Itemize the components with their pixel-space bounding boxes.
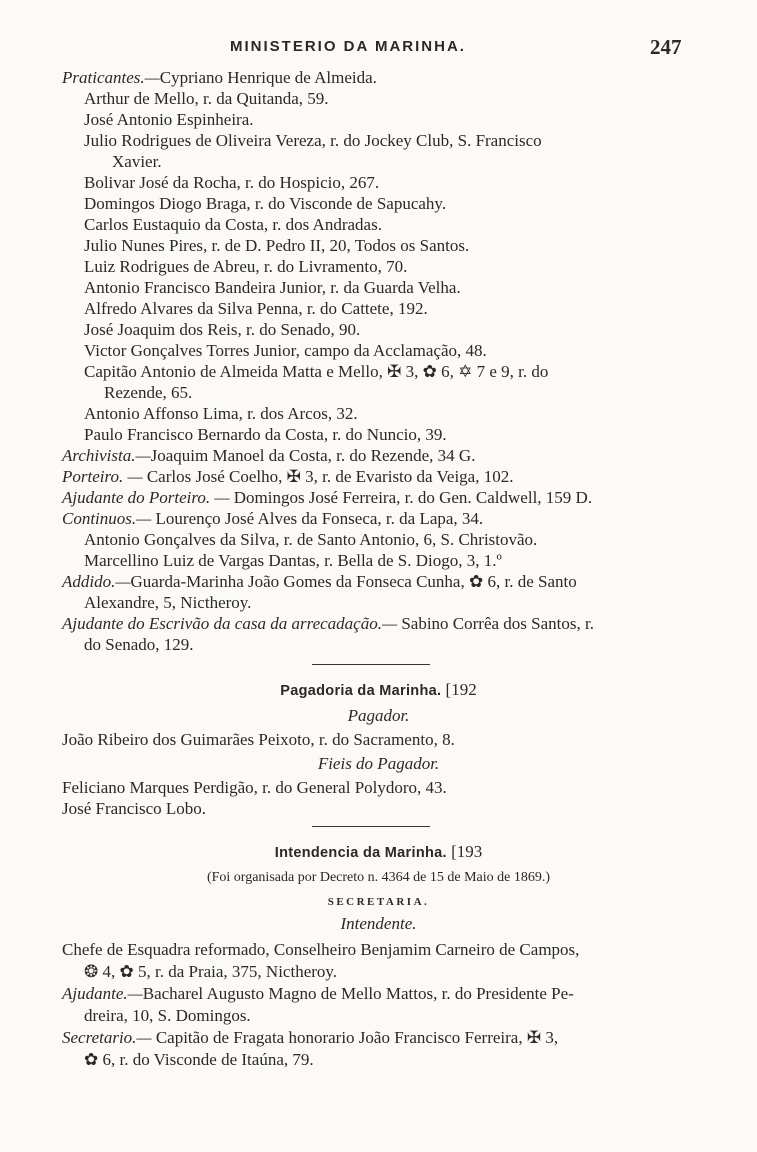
- entry-line: ❂ 4, ✿ 5, r. da Praia, 375, Nictheroy.: [84, 962, 338, 981]
- entry-line: Capitão Antonio de Almeida Matta e Mello, ✠ 3, ✿ 6, ✡ 7 e 9, r. do: [84, 362, 549, 381]
- entry-line: Chefe de Esquadra reformado, Conselheiro Benjamim Carneiro de Campos,: [62, 940, 580, 959]
- entry-line: Victor Gonçalves Torres Junior, campo da Acclamação, 48.: [84, 341, 487, 360]
- entry-line: Julio Rodrigues de Oliveira Vereza, r. do Jockey Club, S. Francisco: [84, 131, 542, 150]
- entry-line: Paulo Francisco Bernardo da Costa, r. do Nuncio, 39.: [84, 425, 447, 444]
- entry-line: Antonio Affonso Lima, r. dos Arcos, 32.: [84, 404, 358, 423]
- entry-line: Antonio Francisco Bandeira Junior, r. da Guarda Velha.: [84, 278, 461, 297]
- section-divider: [312, 826, 430, 827]
- entry-line: Addido.—Guarda-Marinha João Gomes da Fonseca Cunha, ✿ 6, r. de Santo: [62, 572, 577, 591]
- entry-line: Alexandre, 5, Nictheroy.: [84, 593, 252, 612]
- entry-line: Porteiro. — Carlos José Coelho, ✠ 3, r. de Evaristo da Veiga, 102.: [62, 467, 514, 486]
- entry-line: Archivista.—Joaquim Manoel da Costa, r. do Rezende, 34 G.: [62, 446, 476, 465]
- entry-line: José Joaquim dos Reis, r. do Senado, 90.: [84, 320, 361, 339]
- page-number: 247: [650, 35, 682, 59]
- entry-line: dreira, 10, S. Domingos.: [84, 1006, 251, 1025]
- entry-line: Ajudante do Porteiro. — Domingos José Ferreira, r. do Gen. Caldwell, 159 D.: [62, 488, 593, 507]
- entry-line: Carlos Eustaquio da Costa, r. dos Andradas.: [84, 215, 382, 234]
- entry-line: Xavier.: [112, 152, 162, 171]
- entry-line: Arthur de Mello, r. da Quitanda, 59.: [84, 89, 329, 108]
- entry-line: Ajudante do Escrivão da casa da arrecadação.— Sabino Corrêa dos Santos, r.: [62, 614, 594, 633]
- entry-line: Domingos Diogo Braga, r. do Visconde de Sapucahy.: [84, 194, 447, 213]
- entry-line: Alfredo Alvares da Silva Penna, r. do Cattete, 192.: [84, 299, 428, 318]
- entry-line: José Francisco Lobo.: [62, 799, 207, 818]
- decree-note: (Foi organisada por Decreto n. 4364 de 15 de Maio de 1869.): [206, 870, 551, 885]
- entry-line: Luiz Rodrigues de Abreu, r. do Livramento, 70.: [84, 257, 408, 276]
- entry-line: do Senado, 129.: [84, 635, 194, 654]
- entry-line: Continuos.— Lourenço José Alves da Fonseca, r. da Lapa, 34.: [62, 509, 484, 528]
- entry-line: José Antonio Espinheira.: [84, 110, 254, 129]
- section-heading-pagadoria: Pagadoria da Marinha. [192: [280, 680, 477, 699]
- entry-line: Antonio Gonçalves da Silva, r. de Santo Antonio, 6, S. Christovão.: [84, 530, 538, 549]
- entry-line: Julio Nunes Pires, r. de D. Pedro II, 20, Todos os Santos.: [84, 236, 470, 255]
- subheading-fieis: Fieis do Pagador.: [317, 754, 440, 773]
- subheading-pagador: Pagador.: [347, 706, 410, 725]
- subheading-secretaria: SECRETARIA.: [327, 896, 430, 908]
- entry-line: Praticantes.—Cypriano Henrique de Almeida.: [62, 68, 377, 87]
- entry-line: Rezende, 65.: [104, 383, 193, 402]
- entry-line: João Ribeiro dos Guimarães Peixoto, r. do Sacramento, 8.: [62, 730, 455, 749]
- entry-line: ✿ 6, r. do Visconde de Itaúna, 79.: [84, 1050, 314, 1069]
- entry-line: Secretario.— Capitão de Fragata honorario João Francisco Ferreira, ✠ 3,: [62, 1028, 559, 1047]
- page-header: [0, 35, 757, 62]
- entry-line: Ajudante.—Bacharel Augusto Magno de Mello Mattos, r. do Presidente Pe-: [62, 984, 574, 1003]
- entry-line: Feliciano Marques Perdigão, r. do General Polydoro, 43.: [62, 778, 447, 797]
- running-title: MINISTERIO DA MARINHA.: [230, 38, 466, 55]
- entry-line: Bolivar José da Rocha, r. do Hospicio, 267.: [84, 173, 380, 192]
- subheading-intendente: Intendente.: [340, 914, 417, 933]
- section-heading-intendencia: Intendencia da Marinha. [193: [274, 842, 483, 861]
- entry-line: Marcellino Luiz de Vargas Dantas, r. Bella de S. Diogo, 3, 1.º: [84, 551, 502, 570]
- section-divider: [312, 664, 430, 665]
